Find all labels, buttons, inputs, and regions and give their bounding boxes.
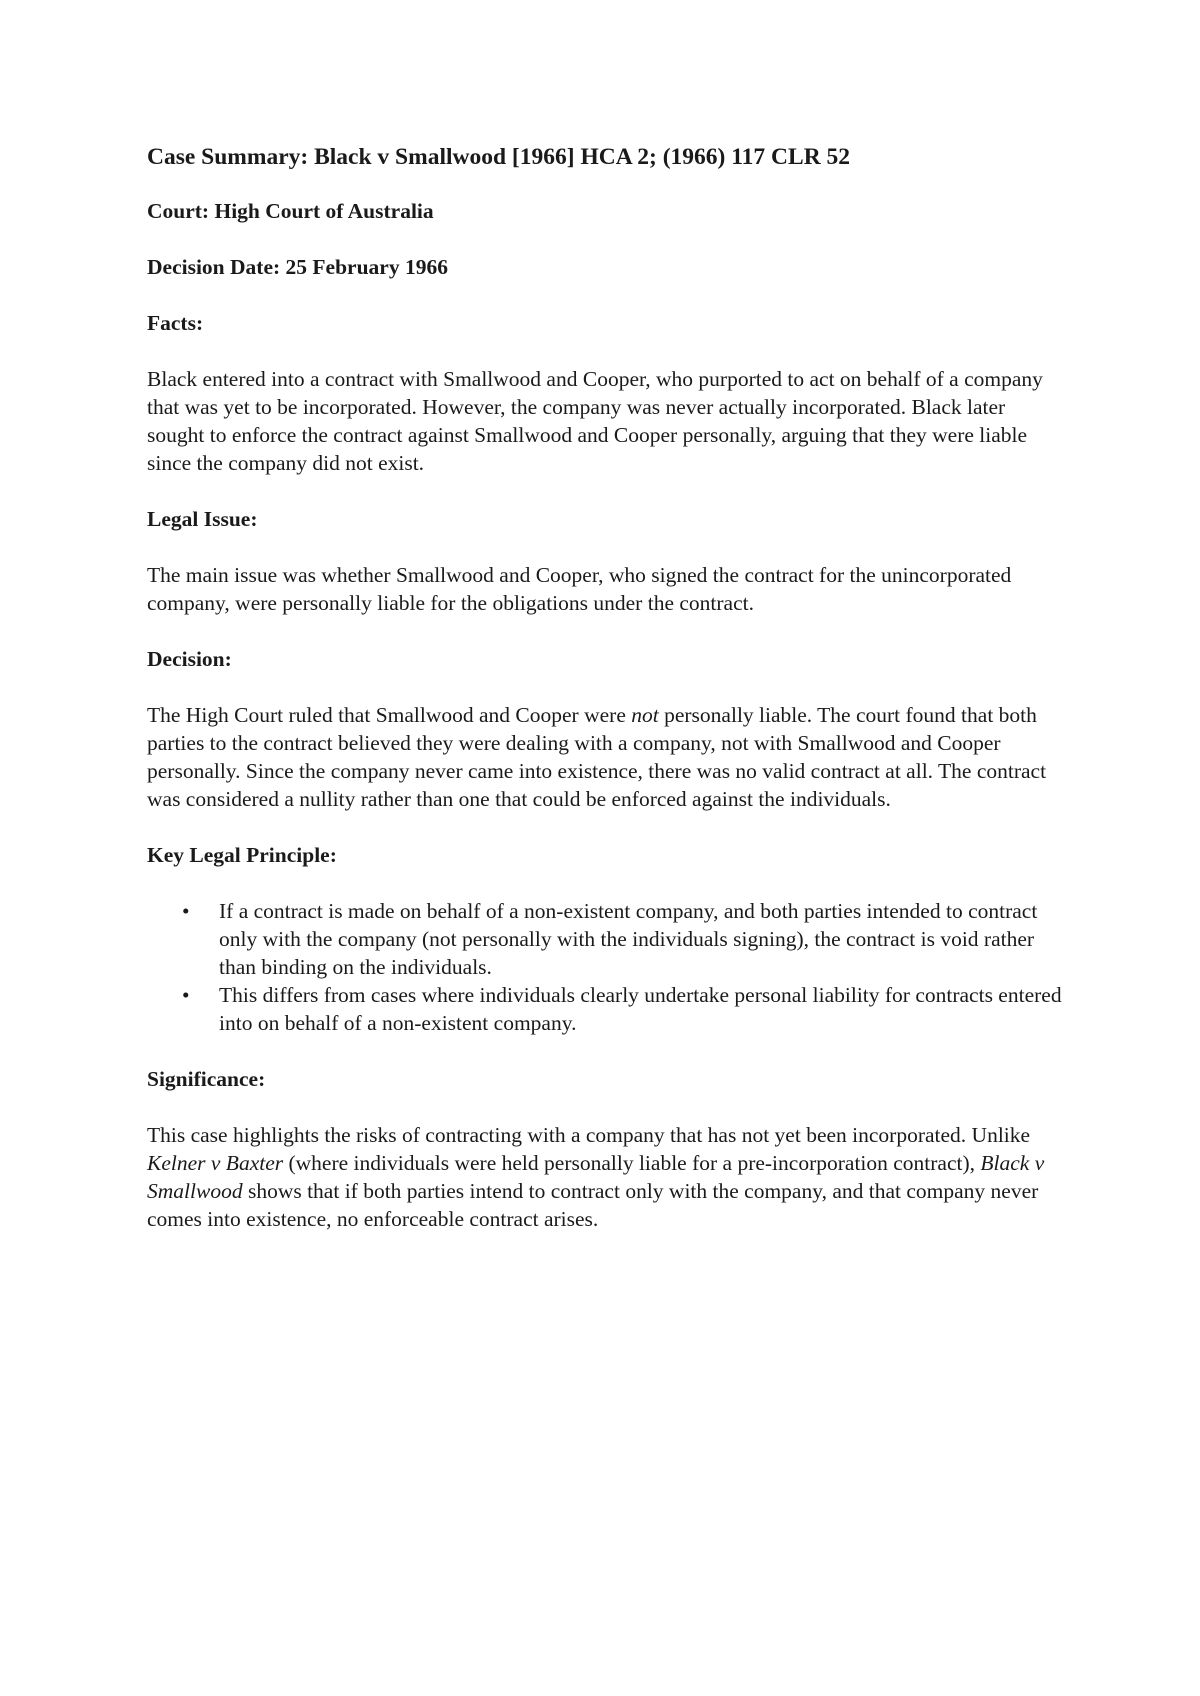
- decision-text-end: personally liable. The court found that both parties to the contract believed they were dealing with a company, not with Smallwood and Cooper personally. Since the company never came into existence, there was no valid contract at all. The contract was considered a nullity rather than one that could be enforced against the individuals.: [147, 703, 1047, 811]
- significance-text-3: shows that if both parties intend to contract only with the company, and that company never comes into existence, no enforceable contract arises.: [147, 1179, 1039, 1231]
- facts-heading: Facts:: [147, 311, 204, 335]
- court-line: Court: High Court of Australia: [147, 199, 434, 223]
- legal-issue-paragraph: The main issue was whether Smallwood and Cooper, who signed the contract for the unincorporated company, were personally liable for the obligations under the contract.: [147, 563, 1012, 615]
- significance-text-2: (where individuals were held personally liable for a pre-incorporation contract),: [283, 1151, 981, 1175]
- list-item: [147, 981, 1067, 1037]
- decision-paragraph: [147, 701, 1067, 813]
- significance-text-1: This case highlights the risks of contracting with a company that has not yet been incorporated. Unlike: [147, 1123, 1031, 1147]
- principle-text: If a contract is made on behalf of a non-existent company, and both parties intended to contract only with the company (not personally with the individuals signing), the contract is void rather than binding on the individuals.: [219, 899, 1038, 979]
- document-title: Case Summary: Black v Smallwood [1966] HCA 2; (1966) 117 CLR 52: [147, 144, 851, 170]
- decision-date-line: Decision Date: 25 February 1966: [147, 255, 448, 279]
- bullet-icon: •: [182, 899, 190, 923]
- principle-text: This differs from cases where individuals clearly undertake personal liability for contracts entered into on behalf of a non-existent company.: [219, 983, 1062, 1035]
- facts-paragraph: Black entered into a contract with Smallwood and Cooper, who purported to act on behalf of a company that was yet to be incorporated. However, the company was never actually incorporated. Black later sought to enforce the contract against Smallwood and Cooper personally, arguing that they were liable since the company did not exist.: [147, 367, 1043, 475]
- decision-heading: Decision:: [147, 647, 232, 671]
- significance-paragraph: [147, 1121, 1067, 1233]
- legal-issue-heading: Legal Issue:: [147, 507, 258, 531]
- principle-list: [147, 897, 1067, 1037]
- decision-text-start: The High Court ruled that Smallwood and Cooper were: [147, 703, 632, 727]
- bullet-icon: •: [182, 983, 190, 1007]
- decision-emphasis: not: [631, 703, 659, 727]
- case-name-kelner: Kelner v Baxter: [147, 1151, 284, 1175]
- document-page: [147, 142, 1067, 1261]
- key-principle-heading: Key Legal Principle:: [147, 843, 337, 867]
- list-item: [147, 897, 1067, 981]
- case-name-black: Black v Smallwood: [147, 1151, 1045, 1203]
- significance-heading: Significance:: [147, 1067, 266, 1091]
